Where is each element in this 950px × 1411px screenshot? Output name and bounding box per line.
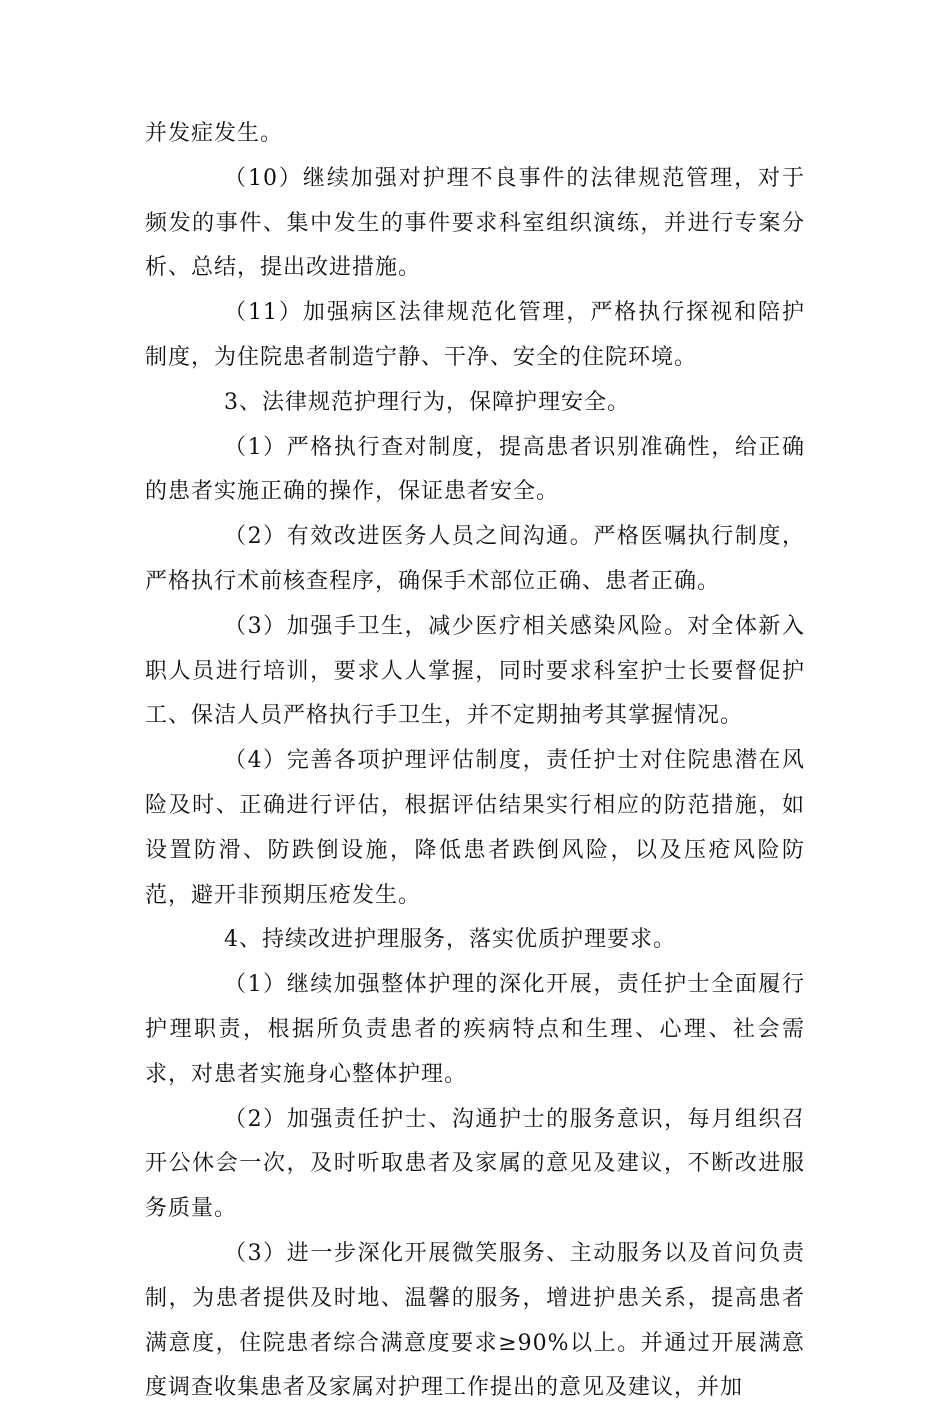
- paragraph-4-item-2: （2）加强责任护士、沟通护士的服务意识，每月组织召开公休会一次，及时听取患者及家属的意见及建议，不断改进服务质量。: [145, 1106, 805, 1222]
- paragraph-item-10: （10）继续加强对护理不良事件的法律规范管理，对于频发的事件、集中发生的事件要求科室组织演练，并进行专案分析、总结，提出改进措施。: [145, 165, 805, 281]
- paragraph-3-item-1: （1）严格执行查对制度，提高患者识别准确性，给正确的患者实施正确的操作，保证患者安全。: [145, 434, 805, 505]
- section-heading-3: 3、法律规范护理行为，保障护理安全。: [224, 389, 630, 415]
- paragraph-4-item-3: （3）进一步深化开展微笑服务、主动服务以及首问负责制，为患者提供及时地、温馨的服务，增进护患关系，提高患者满意度，住院患者综合满意度要求≥90%以上。并通过开展满意度调查收集患者及家属对护理工作提出的意见及建议，并加: [145, 1240, 805, 1401]
- paragraph-3-item-4: （4）完善各项护理评估制度，责任护士对住院患潜在风险及时、正确进行评估，根据评估结果实行相应的防范措施，如设置防滑、防跌倒设施，降低患者跌倒风险，以及压疮风险防范，避开非预期压疮发生。: [145, 748, 805, 908]
- paragraph-4-item-1: （1）继续加强整体护理的深化开展，责任护士全面履行护理职责，根据所负责患者的疾病特点和生理、心理、社会需求，对患者实施身心整体护理。: [145, 972, 805, 1087]
- section-heading-4: 4、持续改进护理服务，落实优质护理要求。: [224, 927, 676, 953]
- paragraph-3-item-3: （3）加强手卫生，减少医疗相关感染风险。对全体新入职人员进行培训，要求人人掌握，同时要求科室护士长要督促护工、保洁人员严格执行手卫生，并不定期抽考其掌握情况。: [145, 613, 805, 729]
- paragraph-3-item-2: （2）有效改进医务人员之间沟通。严格医嘱执行制度，严格执行术前核查程序，确保手术部位正确、患者正确。: [145, 524, 805, 594]
- paragraph-0: 并发症发生。: [145, 121, 284, 146]
- document-body: [145, 112, 805, 1411]
- paragraph-item-11: （11）加强病区法律规范化管理，严格执行探视和陪护制度，为住院患者制造宁静、干净、安全的住院环境。: [145, 300, 805, 370]
